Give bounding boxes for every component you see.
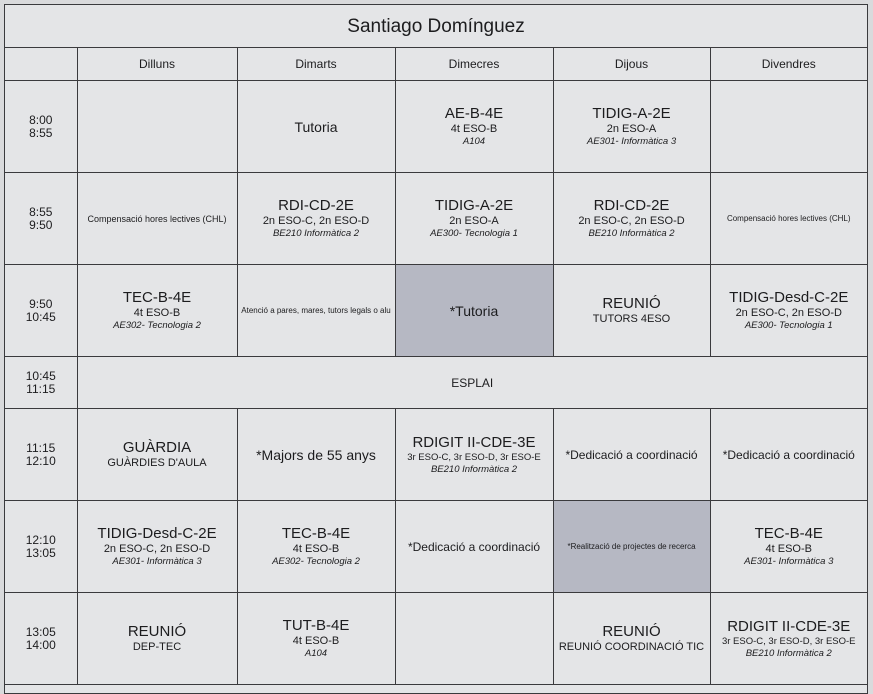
meeting-detail: REUNIÓ COORDINACIÓ TIC bbox=[558, 641, 705, 653]
slot-class bbox=[77, 265, 237, 357]
slot-coordination: *Dedicació a coordinació bbox=[395, 501, 553, 593]
time-slot bbox=[5, 501, 77, 593]
time-end: 10:45 bbox=[25, 309, 56, 324]
day-header-monday: Dilluns bbox=[77, 48, 237, 81]
time-slot bbox=[5, 173, 77, 265]
class-code: TIDIG-A-2E bbox=[592, 105, 671, 122]
time-slot bbox=[5, 593, 77, 685]
slot-class bbox=[710, 593, 867, 685]
slot-activity: *Majors de 55 anys bbox=[237, 409, 395, 501]
slot-class bbox=[710, 501, 867, 593]
slot-class bbox=[237, 501, 395, 593]
class-room: AE302- Tecnologia 2 bbox=[113, 320, 201, 331]
meeting-title: REUNIÓ bbox=[127, 623, 187, 640]
class-code: AE-B-4E bbox=[444, 105, 504, 122]
time-start: 13:05 bbox=[25, 624, 56, 639]
slot-class bbox=[395, 173, 553, 265]
class-groups: 4t ESO-B bbox=[450, 123, 498, 135]
class-groups: 2n ESO-A bbox=[606, 123, 657, 135]
time-end: 9:50 bbox=[29, 217, 53, 232]
slot-class bbox=[553, 173, 710, 265]
slot-empty bbox=[395, 593, 553, 685]
slot-class bbox=[77, 501, 237, 593]
time-slot bbox=[5, 357, 77, 409]
slot-chl: Compensació hores lectives (CHL) bbox=[77, 173, 237, 265]
slot-tutoria-shaded: *Tutoria bbox=[395, 265, 553, 357]
class-code: TUT-B-4E bbox=[282, 617, 350, 634]
time-start: 8:00 bbox=[29, 112, 53, 127]
meeting-title: REUNIÓ bbox=[602, 295, 661, 312]
header-row bbox=[5, 48, 867, 81]
slot-meeting bbox=[553, 593, 710, 685]
class-groups: 2n ESO-C, 2n ESO-D bbox=[103, 543, 211, 555]
time-slot bbox=[5, 81, 77, 173]
slot-class bbox=[237, 593, 395, 685]
class-code: TIDIG-A-2E bbox=[434, 197, 514, 214]
class-room: AE302- Tecnologia 2 bbox=[272, 556, 360, 567]
class-code: RDIGIT II-CDE-3E bbox=[412, 433, 536, 451]
class-groups: 3r ESO-C, 3r ESO-D, 3r ESO-E bbox=[407, 451, 541, 463]
class-room: AE300- Tecnologia 1 bbox=[744, 320, 833, 331]
time-start: 12:10 bbox=[25, 532, 56, 547]
class-room: AE300- Tecnologia 1 bbox=[430, 228, 518, 239]
slot-class bbox=[710, 265, 867, 357]
timetable-sheet bbox=[4, 4, 868, 694]
slot-meeting bbox=[553, 265, 710, 357]
time-end: 12:10 bbox=[25, 453, 56, 468]
time-start: 8:55 bbox=[29, 204, 53, 219]
class-room: AE301- Informàtica 3 bbox=[586, 136, 677, 147]
slot-research-shaded: *Realització de projectes de recerca bbox=[553, 501, 710, 593]
guard-title: GUÀRDIA bbox=[122, 439, 192, 456]
time-start: 10:45 bbox=[25, 368, 56, 383]
time-end: 11:15 bbox=[26, 381, 56, 396]
class-room: BE210 Informàtica 2 bbox=[272, 228, 360, 239]
slot-chl: Compensació hores lectives (CHL) bbox=[710, 173, 867, 265]
day-header-thursday: Dijous bbox=[553, 48, 710, 81]
time-slot bbox=[5, 409, 77, 501]
slot-empty bbox=[77, 81, 237, 173]
schedule-row bbox=[5, 501, 867, 593]
class-code: RDI-CD-2E bbox=[278, 197, 354, 214]
class-room: BE210 Informàtica 2 bbox=[430, 463, 518, 475]
class-room: AE301- Informàtica 3 bbox=[744, 556, 834, 567]
class-groups: 4t ESO-B bbox=[765, 543, 812, 555]
class-room: BE210 Informàtica 2 bbox=[588, 228, 675, 239]
class-groups: 2n ESO-C, 2n ESO-D bbox=[262, 215, 370, 227]
slot-coordination: *Dedicació a coordinació bbox=[553, 409, 710, 501]
class-groups: 3r ESO-C, 3r ESO-D, 3r ESO-E bbox=[721, 635, 856, 647]
meeting-detail: DEP-TEC bbox=[132, 641, 182, 653]
guard-detail: GUÀRDIES D'AULA bbox=[107, 457, 207, 469]
schedule-row bbox=[5, 409, 867, 501]
class-code: TEC-B-4E bbox=[754, 525, 823, 542]
day-header-tuesday: Dimarts bbox=[237, 48, 395, 81]
class-groups: 4t ESO-B bbox=[292, 635, 340, 647]
class-room: AE301- Informàtica 3 bbox=[112, 556, 202, 567]
schedule-row bbox=[5, 81, 867, 173]
class-groups: 2n ESO-A bbox=[449, 215, 499, 227]
class-room: A104 bbox=[462, 136, 486, 147]
slot-class bbox=[395, 81, 553, 173]
class-room: A104 bbox=[304, 648, 328, 659]
slot-attention: Atenció a pares, mares, tutors legals o alu bbox=[237, 265, 395, 357]
schedule-row bbox=[5, 265, 867, 357]
slot-class bbox=[395, 409, 553, 501]
class-groups: 2n ESO-C, 2n ESO-D bbox=[735, 307, 842, 319]
class-code: TIDIG-Desd-C-2E bbox=[729, 289, 849, 306]
slot-tutoria: Tutoria bbox=[237, 81, 395, 173]
slot-meeting bbox=[77, 593, 237, 685]
slot-class bbox=[553, 81, 710, 173]
timetable-grid bbox=[5, 48, 867, 685]
time-end: 13:05 bbox=[25, 545, 56, 560]
page-title: Santiago Domínguez bbox=[5, 5, 867, 48]
break-row bbox=[5, 357, 867, 409]
meeting-detail: TUTORS 4ESO bbox=[592, 313, 671, 325]
day-header-wednesday: Dimecres bbox=[395, 48, 553, 81]
corner-cell bbox=[5, 48, 77, 81]
slot-class bbox=[237, 173, 395, 265]
class-groups: 4t ESO-B bbox=[292, 543, 340, 555]
break-label: ESPLAI bbox=[77, 357, 867, 409]
slot-guard bbox=[77, 409, 237, 501]
class-code: RDIGIT II-CDE-3E bbox=[727, 617, 851, 635]
class-code: TEC-B-4E bbox=[122, 289, 192, 306]
day-header-friday: Divendres bbox=[710, 48, 867, 81]
class-room: BE210 Informàtica 2 bbox=[745, 647, 832, 659]
time-end: 8:55 bbox=[29, 125, 53, 140]
class-code: TEC-B-4E bbox=[281, 525, 351, 542]
slot-empty bbox=[710, 81, 867, 173]
class-code: RDI-CD-2E bbox=[593, 197, 670, 214]
time-start: 11:15 bbox=[26, 440, 56, 455]
time-start: 9:50 bbox=[29, 296, 53, 311]
slot-coordination: *Dedicació a coordinació bbox=[710, 409, 867, 501]
class-groups: 4t ESO-B bbox=[133, 307, 181, 319]
meeting-title: REUNIÓ bbox=[602, 623, 661, 640]
schedule-row bbox=[5, 173, 867, 265]
time-slot bbox=[5, 265, 77, 357]
time-end: 14:00 bbox=[25, 637, 56, 652]
schedule-row bbox=[5, 593, 867, 685]
class-groups: 2n ESO-C, 2n ESO-D bbox=[578, 215, 685, 227]
class-code: TIDIG-Desd-C-2E bbox=[97, 525, 217, 542]
